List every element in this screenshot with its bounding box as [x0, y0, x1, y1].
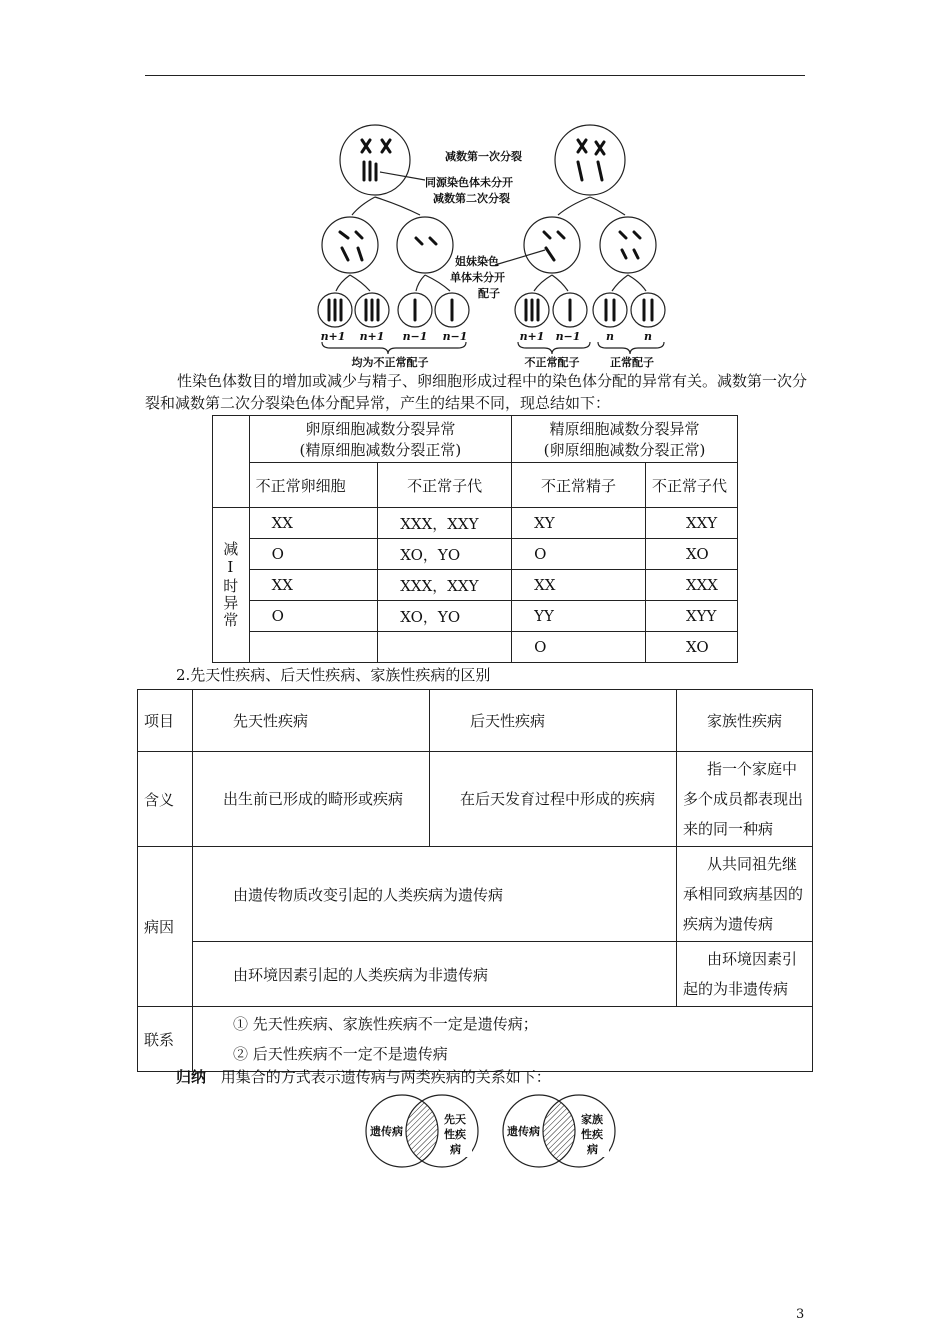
- cell-mid-2: [397, 217, 453, 273]
- gamete-label-7: n: [606, 330, 614, 343]
- table-cell: 由环境因素引起的为非遗传病: [677, 942, 813, 1007]
- paragraph-sex-chromosome: 性染色体数目的增加或减少与精子、卵细胞形成过程中的染色体分配的异常有关。减数第一次分裂和减数第二次分裂染色体分配异常，产生的结果不同，现总结如下：: [145, 372, 808, 412]
- summary-line: [176, 1066, 841, 1088]
- table-cell: XY: [512, 508, 646, 539]
- gamete-8: [631, 293, 665, 327]
- table1-sub3: 不正常精子: [512, 463, 646, 508]
- gamete-7: [593, 293, 627, 327]
- table-cell: 从共同祖先继承相同致病基因的疾病为遗传病: [677, 847, 813, 942]
- table1-header-sperm: 精原细胞减数分裂异常 (卵原细胞减数分裂正常): [512, 416, 738, 463]
- group-abnormal: 不正常配子: [524, 356, 580, 369]
- table-cell: XXX，XXY: [378, 508, 512, 539]
- table-cell: XX: [249, 570, 378, 601]
- table-cell: 在后天发育过程中形成的疾病: [430, 752, 677, 847]
- header-rule: [145, 75, 805, 76]
- label-homolog: 同源染色体未分开: [425, 176, 513, 189]
- venn2-right-2: 性疾: [581, 1128, 603, 1141]
- table2-header-acquired: 后天性疾病: [430, 690, 677, 752]
- summary-text: 用集合的方式表示遗传病与两类疾病的关系如下：: [220, 1068, 551, 1086]
- cell-parent-left: [340, 125, 410, 195]
- table-cell: 由环境因素引起的人类疾病为非遗传病: [193, 942, 677, 1007]
- table-cell: O: [249, 601, 378, 632]
- table-cell: XO: [645, 539, 737, 570]
- meiosis-diagram: [300, 120, 700, 370]
- table-sex-chromosome-abnormality: [212, 415, 738, 663]
- cell-parent-right: [555, 125, 625, 195]
- table-cell: 由遗传物质改变引起的人类疾病为遗传病: [193, 847, 677, 942]
- cell-mid-4: [600, 217, 656, 273]
- table-cell: YY: [512, 601, 646, 632]
- venn1-right-2: 性疾: [444, 1128, 466, 1141]
- table1-side-label: 减Ⅰ时异常: [213, 508, 250, 663]
- table1-sub2: 不正常子代: [378, 463, 512, 508]
- table-cell: XO: [645, 632, 737, 663]
- venn2-right-1: 家族: [581, 1113, 603, 1126]
- table-cell: O: [512, 632, 646, 663]
- venn2-left: 遗传病: [507, 1125, 540, 1138]
- table-cell: XXX: [645, 570, 737, 601]
- table1-corner: [213, 416, 250, 508]
- page-number: 3: [796, 1307, 805, 1322]
- table-cell: XO，YO: [378, 539, 512, 570]
- table-cell: XX: [249, 508, 378, 539]
- table-cell: 出生前已形成的畸形或疾病: [193, 752, 430, 847]
- label-gamete: 配子: [478, 287, 500, 300]
- table1-sub4: 不正常子代: [645, 463, 737, 508]
- table2-label-relation: 联系: [138, 1007, 193, 1072]
- table-cell: XX: [512, 570, 646, 601]
- cell-mid-1: [322, 217, 378, 273]
- table-cell: [249, 632, 378, 663]
- gamete-label-4: n−1: [442, 330, 468, 343]
- relation-item-1: ① 先天性疾病、家族性疾病不一定是遗传病；: [233, 1015, 538, 1033]
- gamete-label-3: n−1: [402, 330, 428, 343]
- table-cell: XO，YO: [378, 601, 512, 632]
- gamete-label-2: n+1: [359, 330, 385, 343]
- venn1-right-3: 病: [450, 1143, 461, 1156]
- venn2-right-3: 病: [587, 1143, 598, 1156]
- venn-diagram-familial: [497, 1093, 622, 1173]
- gamete-label-1: n+1: [320, 330, 346, 343]
- table1-header-egg: 卵原细胞减数分裂异常 (精原细胞减数分裂正常): [249, 416, 511, 463]
- cell-mid-3: [524, 217, 580, 273]
- table-cell: O: [249, 539, 378, 570]
- table-cell: XXY: [645, 508, 737, 539]
- venn1-left: 遗传病: [370, 1125, 403, 1138]
- table2-label-cause: 病因: [138, 847, 193, 1007]
- gamete-label-8: n: [644, 330, 652, 343]
- section-heading-2: 2.先天性疾病、后天性疾病、家族性疾病的区别: [176, 666, 491, 684]
- group-all-abnormal: 均为不正常配子: [351, 356, 429, 369]
- relation-item-2: ② 后天性疾病不一定不是遗传病: [233, 1045, 448, 1063]
- table-cell: 指一个家庭中多个成员都表现出来的同一种病: [677, 752, 813, 847]
- table-cell: [378, 632, 512, 663]
- table-cell: XYY: [645, 601, 737, 632]
- table1-sub1: 不正常卵细胞: [249, 463, 378, 508]
- label-meiosis2: 减数第二次分裂: [433, 192, 510, 205]
- table2-label-meaning: 含义: [138, 752, 193, 847]
- table-cell: XXX，XXY: [378, 570, 512, 601]
- venn1-right-1: 先天: [444, 1113, 466, 1126]
- label-meiosis1: 减数第一次分裂: [445, 150, 522, 163]
- gamete-label-6: n−1: [555, 330, 581, 343]
- table2-header-item: 项目: [138, 690, 193, 752]
- group-normal: 正常配子: [610, 356, 654, 369]
- table-cell: O: [512, 539, 646, 570]
- table2-relation-content: [193, 1007, 813, 1072]
- label-sister-2: 单体未分开: [450, 271, 505, 284]
- table2-header-familial: 家族性疾病: [677, 690, 813, 752]
- gamete-label-5: n+1: [519, 330, 545, 343]
- label-sister-1: 姐妹染色: [455, 255, 499, 268]
- table-disease-comparison: [137, 689, 813, 1072]
- venn-diagram-congenital: [360, 1093, 485, 1173]
- table2-header-congenital: 先天性疾病: [193, 690, 430, 752]
- summary-label: 归纳: [176, 1068, 207, 1086]
